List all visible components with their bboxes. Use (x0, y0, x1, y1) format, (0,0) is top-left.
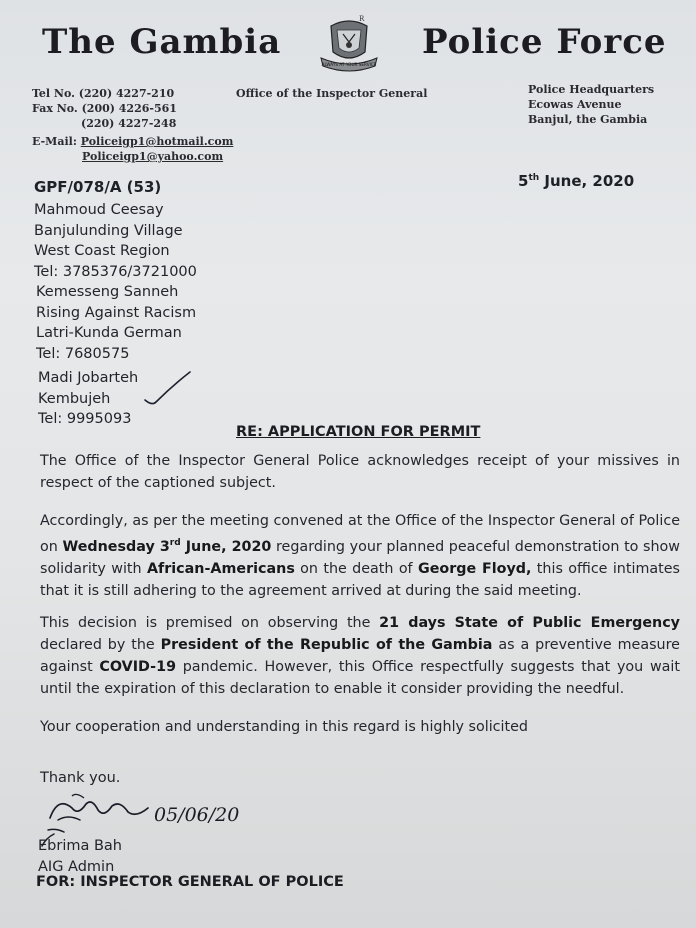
subject-line: RE: APPLICATION FOR PERMIT (236, 424, 481, 440)
fax-number: Fax No. (200) 4226-561 (32, 102, 177, 115)
recipient-1-village: Banjulunding Village (34, 222, 183, 239)
for-inspector-general: FOR: INSPECTOR GENERAL OF POLICE (36, 874, 344, 890)
recipient-2-org: Rising Against Racism (36, 304, 197, 321)
recipient-3-name: Madi Jobarteh (38, 370, 139, 386)
email-label: E-Mail: (32, 135, 77, 148)
office-title: Office of the Inspector General (236, 87, 428, 100)
email-link-hotmail[interactable]: Policeigp1@hotmail.com (80, 135, 234, 148)
paragraph-3: This decision is premised on observing the 21 days State of Public Emergency declared by the President of the Republic of the Gambia as a preventive measure against COVID-19 pandemic. However, this Office respectfully suggests that you wait until the expiration of this declaration to enable it consider providing the needful. (40, 615, 680, 697)
crest-banner-text: ALWAYS AT YOUR SERVICE (321, 62, 377, 67)
checkmark-icon (142, 368, 194, 408)
crest-top-text: R (359, 15, 365, 23)
paragraph-2: Accordingly, as per the meeting convened at the Office of the Inspector General of Police on Wednesday 3rd June, 2020 regarding your planned peaceful demonstration to show solidarity with African-Americans on the death of George Floyd, this office intimates that it is still adhering to the agreement arrived at during the said meeting. (40, 513, 680, 599)
signer-title: AIG Admin (38, 858, 115, 875)
recipient-3-location: Kembujeh (38, 390, 111, 407)
recipient-2 (36, 282, 196, 364)
hq-line-2: Ecowas Avenue (528, 98, 622, 111)
recipient-3-tel: Tel: 9995093 (38, 411, 132, 427)
recipient-2-location: Latri-Kunda German (36, 325, 182, 341)
letter-date: 5th June, 2020 (518, 172, 635, 190)
hq-address (528, 82, 654, 127)
recipient-1-name: Mahmoud Ceesay (34, 202, 164, 218)
email-link-yahoo[interactable]: Policeigp1@yahoo.com (82, 150, 224, 163)
recipient-1-region: West Coast Region (34, 243, 170, 259)
police-crest-icon (313, 12, 385, 74)
recipient-2-name: Kemesseng Sanneh (36, 284, 179, 300)
tel-number: Tel No. (220) 4227-210 (32, 87, 175, 100)
recipient-1 (34, 200, 197, 282)
tel-number-2: (220) 4227-248 (81, 117, 177, 130)
signer-block (38, 836, 122, 877)
header-left-title: The Gambia (42, 22, 282, 62)
hq-line-1: Police Headquarters (528, 83, 655, 96)
recipient-1-tel: Tel: 3785376/3721000 (34, 263, 197, 280)
recipient-2-tel: Tel: 7680575 (36, 345, 130, 362)
recipient-3 (38, 368, 138, 430)
signature-date: 05/06/20 (154, 804, 240, 826)
hq-line-3: Banjul, the Gambia (528, 113, 648, 126)
header-right-title: Police Force (422, 22, 667, 62)
paragraph-1: The Office of the Inspector General Police acknowledges receipt of your missives in respect of the captioned subject. (40, 453, 680, 491)
reference-number: GPF/078/A (53) (34, 178, 162, 196)
paragraph-4: Your cooperation and understanding in this regard is highly solicited (40, 719, 528, 735)
signer-name: Ebrima Bah (38, 838, 122, 854)
contact-block (32, 86, 233, 164)
closing-thank-you: Thank you. (40, 770, 121, 786)
